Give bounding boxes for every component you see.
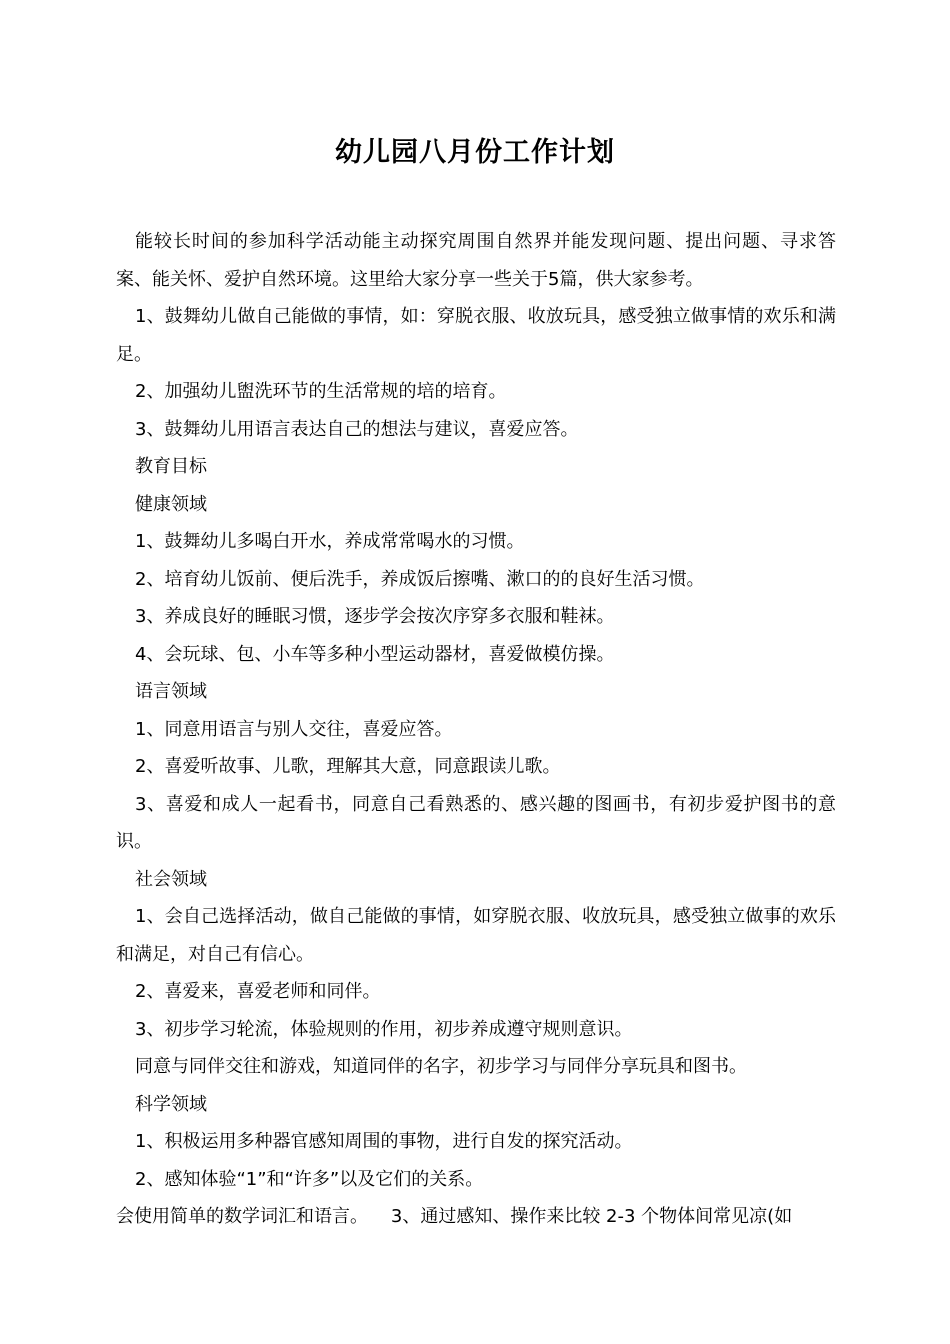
- paragraph-item: 2、感知体验“1”和“许多”以及它们的关系。: [135, 1168, 484, 1190]
- paragraph-item: 3、初步学习轮流，体验规则的作用，初步养成遵守规则意识。: [135, 1018, 633, 1040]
- paragraph-item: 会使用简单的数学词汇和语言。 3、通过感知、操作来比较 2-3 个物体间常见凉(如: [116, 1206, 793, 1227]
- paragraph-item: 1、积极运用多种器官感知周围的事物，进行自发的探究活动。: [135, 1131, 633, 1152]
- section-heading: 科学领域: [135, 1093, 207, 1115]
- section-heading: 社会领域: [135, 868, 207, 890]
- section-heading: 教育目标: [135, 456, 207, 477]
- paragraph-intro: 能较长时间的参加科学活动能主动探究周围自然界并能发现问题、提出问题、寻求答案、能关怀、爱护自然环境。这里给大家分享一些关于5篇，供大家参考。: [116, 231, 836, 290]
- paragraph-item: 同意与同伴交往和游戏，知道同伴的名字，初步学习与同伴分享玩具和图书。: [135, 1056, 747, 1077]
- paragraph-item: 2、喜爱来，喜爱老师和同伴。: [135, 981, 381, 1002]
- paragraph-item: 3、喜爱和成人一起看书，同意自己看熟悉的、感兴趣的图画书，有初步爱护图书的意识。: [116, 793, 836, 852]
- paragraph-item: 2、喜爱听故事、儿歌，理解其大意，同意跟读儿歌。: [135, 756, 561, 777]
- paragraph-item: 3、养成良好的睡眠习惯，逐步学会按次序穿多衣服和鞋袜。: [135, 606, 615, 627]
- document-body: [116, 223, 836, 1236]
- paragraph-item: 1、鼓舞幼儿多喝白开水，养成常常喝水的习惯。: [135, 531, 525, 552]
- paragraph-item: 2、加强幼儿盥洗环节的生活常规的培的培育。: [135, 381, 507, 402]
- paragraph-item: 3、鼓舞幼儿用语言表达自己的想法与建议，喜爱应答。: [135, 418, 579, 440]
- paragraph-item: 4、会玩球、包、小车等多种小型运动器材，喜爱做模仿操。: [135, 643, 615, 665]
- section-heading: 语言领域: [135, 681, 207, 702]
- page-title: 幼儿园八月份工作计划: [335, 137, 615, 168]
- paragraph-item: 1、同意用语言与别人交往，喜爱应答。: [135, 718, 453, 740]
- paragraph-item: 2、培育幼儿饭前、便后洗手，养成饭后擦嘴、漱口的的良好生活习惯。: [135, 568, 705, 590]
- paragraph-item: 1、会自己选择活动，做自己能做的事情，如穿脱衣服、收放玩具，感受独立做事的欢乐和满足，对自己有信心。: [116, 906, 836, 965]
- paragraph-item: 1、鼓舞幼儿做自己能做的事情，如：穿脱衣服、收放玩具，感受独立做事情的欢乐和满足。: [116, 306, 836, 365]
- section-heading: 健康领域: [135, 493, 207, 515]
